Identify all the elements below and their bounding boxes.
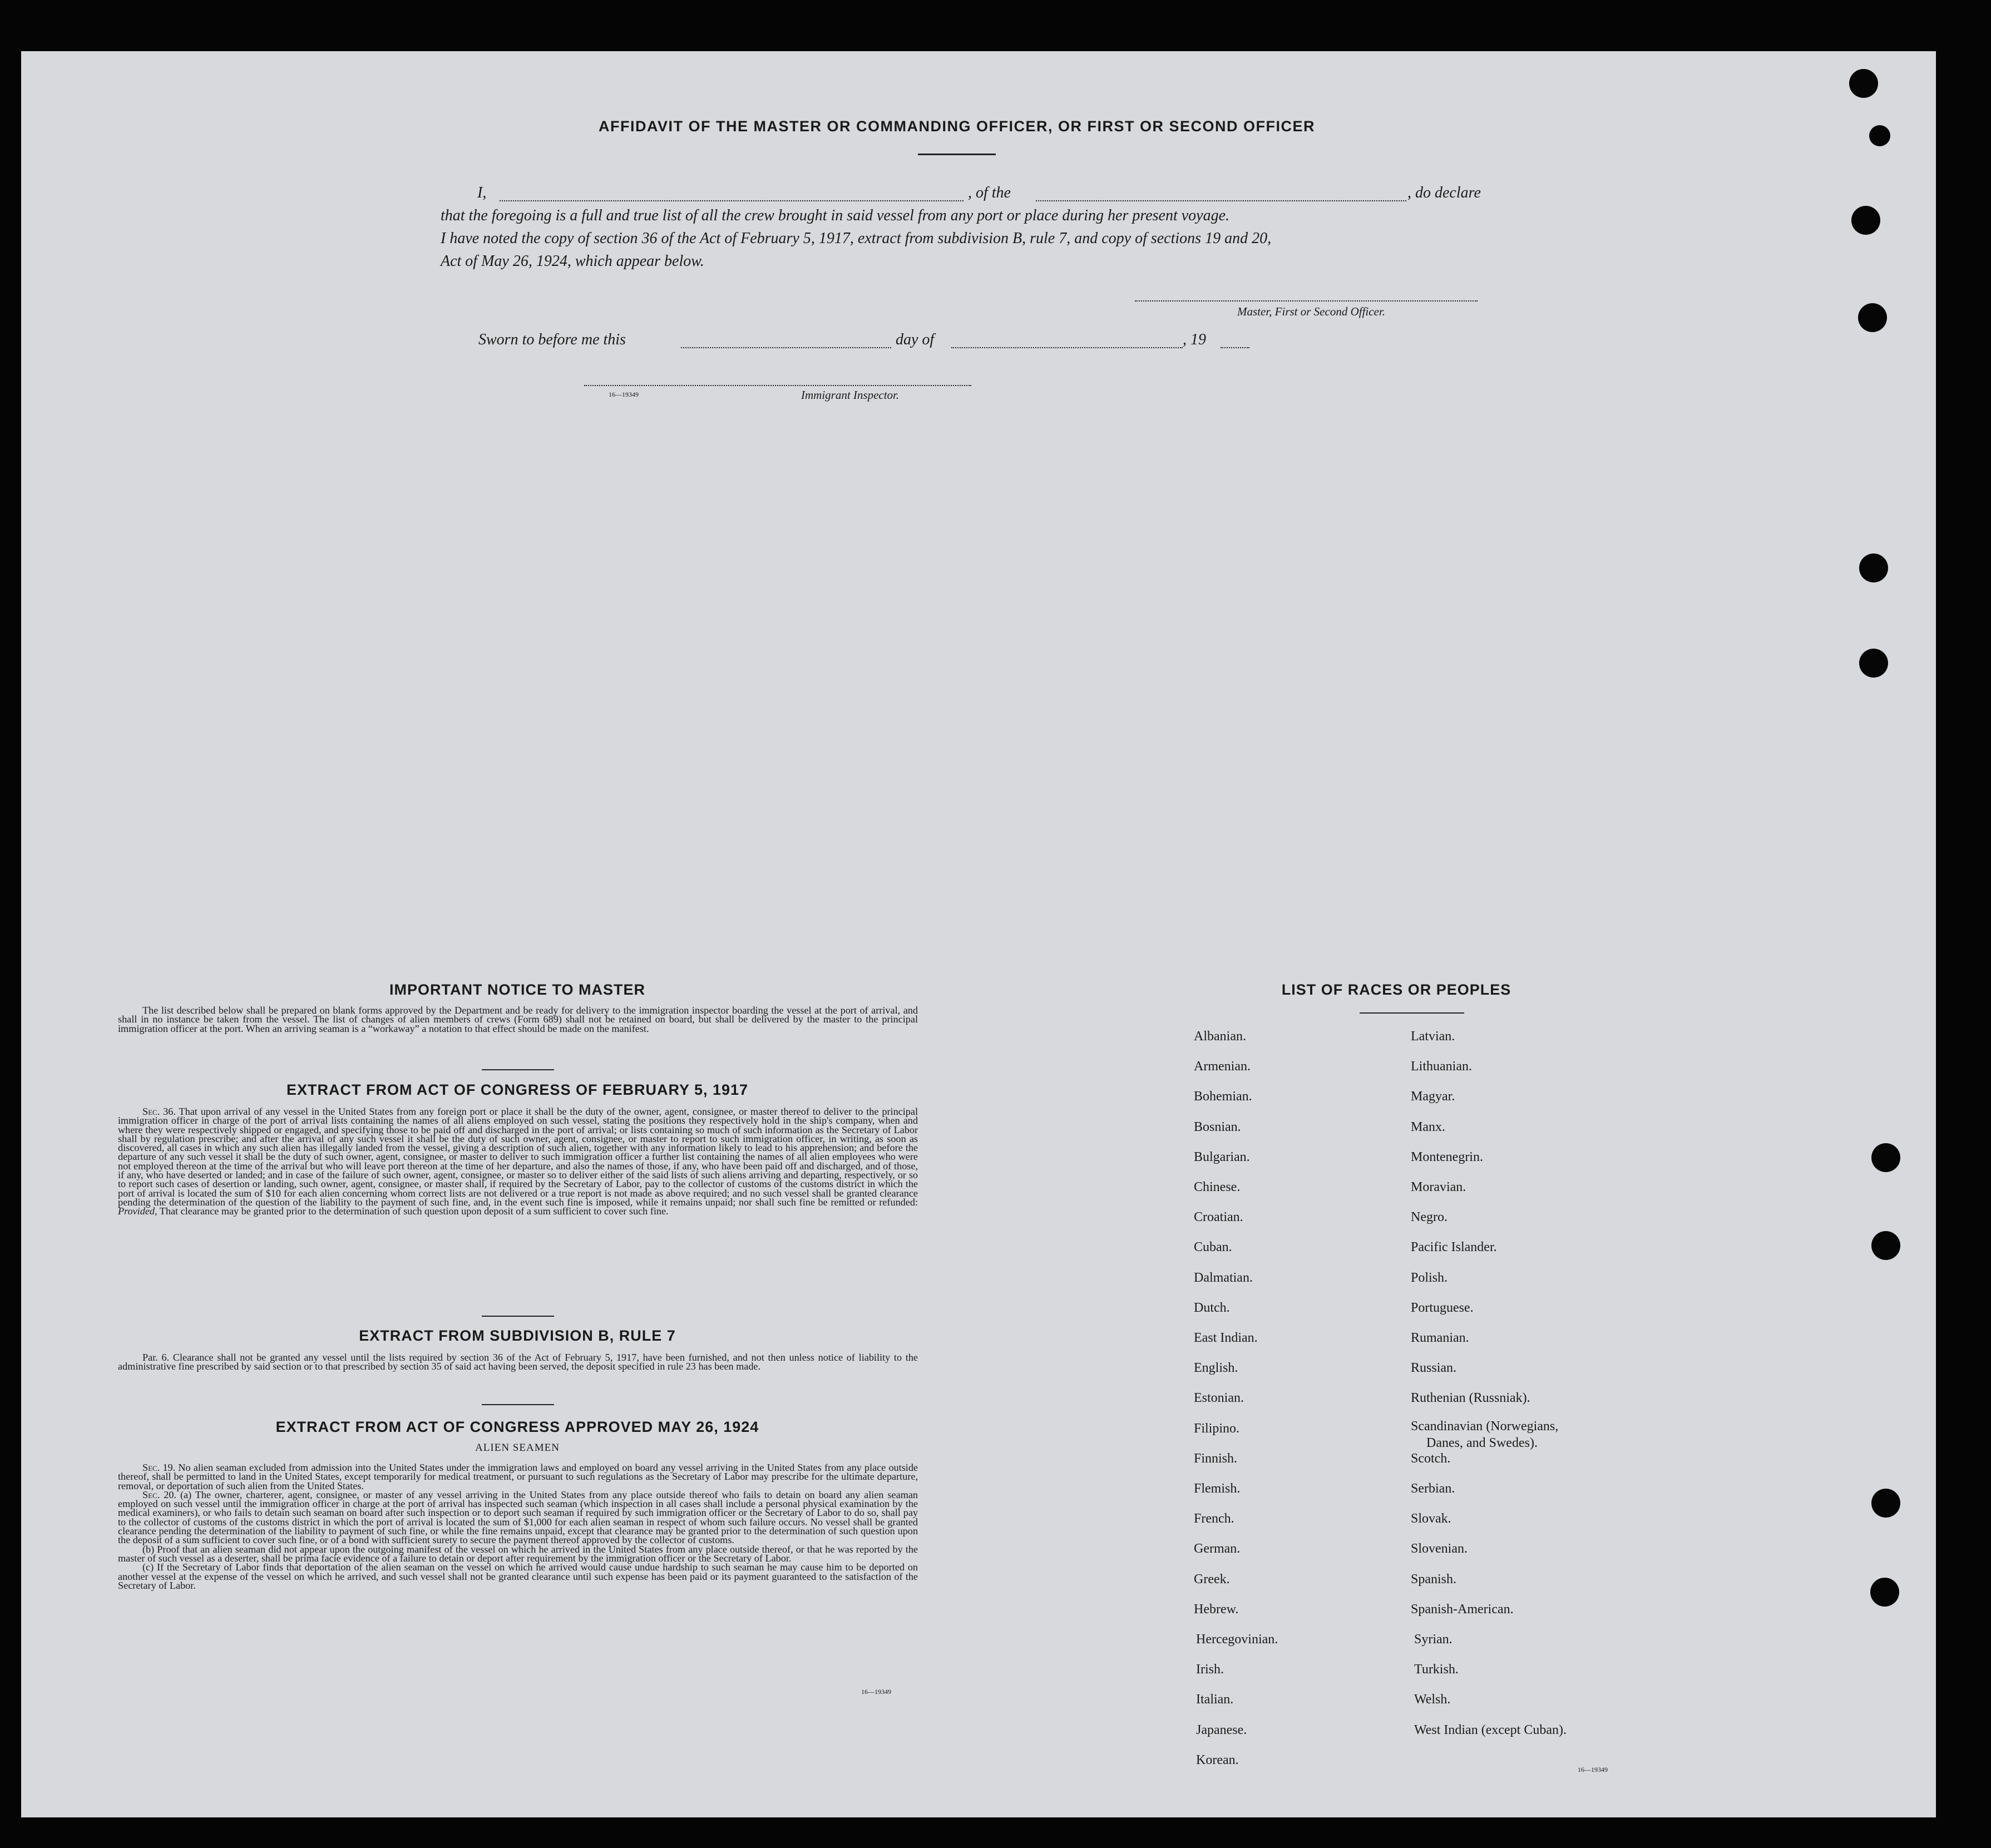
- affidavit-title: AFFIDAVIT OF THE MASTER OR COMMANDING OFFICER, OR FIRST OR SECOND OFFICER: [599, 118, 1315, 135]
- race-entry: Armenian.: [1194, 1059, 1251, 1074]
- race-entry: Albanian.: [1194, 1029, 1246, 1044]
- race-entry: Bulgarian.: [1194, 1149, 1250, 1164]
- race-entry: Magyar.: [1411, 1089, 1455, 1104]
- sworn-year-line[interactable]: [1221, 347, 1249, 348]
- race-entry: Spanish.: [1411, 1572, 1457, 1587]
- race-entry: Dalmatian.: [1194, 1270, 1253, 1285]
- punch-hole: [1859, 649, 1888, 678]
- race-entry: Finnish.: [1194, 1451, 1238, 1466]
- declaration-line-2: that the foregoing is a full and true list of all the crew brought in said vessel from any port or place during her present voyage.: [441, 207, 1230, 224]
- form-number: 16—19349: [609, 391, 639, 398]
- race-entry: English.: [1194, 1361, 1238, 1376]
- declaration-line-3: I have noted the copy of section 36 of the Act of February 5, 1917, extract from subdivision B, rule 7, and copy of sections 19 and 20,: [441, 230, 1272, 247]
- race-entry: Rumanian.: [1411, 1331, 1469, 1345]
- race-entry: French.: [1194, 1511, 1234, 1526]
- race-entry: Irish.: [1196, 1662, 1224, 1677]
- alien-seamen-subtitle: ALIEN SEAMEN: [475, 1442, 560, 1454]
- race-entry: Korean.: [1196, 1752, 1239, 1767]
- race-entry: Dutch.: [1194, 1300, 1230, 1315]
- race-entry: West Indian (except Cuban).: [1414, 1722, 1567, 1737]
- race-entry: Moravian.: [1411, 1180, 1466, 1194]
- inspector-signature-line[interactable]: [584, 385, 971, 386]
- races-title: LIST OF RACES OR PEOPLES: [1281, 981, 1511, 998]
- sworn-day-line[interactable]: [681, 347, 891, 348]
- race-entry: Bosnian.: [1194, 1119, 1241, 1134]
- punch-hole: [1870, 1578, 1899, 1607]
- race-entry: Negro.: [1411, 1210, 1447, 1225]
- declaration-line-4: Act of May 26, 1924, which appear below.: [441, 253, 704, 270]
- race-entry: Filipino.: [1194, 1421, 1240, 1436]
- race-entry: Greek.: [1194, 1572, 1230, 1587]
- race-entry: Polish.: [1411, 1270, 1448, 1285]
- race-entry: Pacific Islander.: [1411, 1240, 1497, 1255]
- form-number: 16—19349: [861, 1688, 891, 1696]
- extract-1924-title: EXTRACT FROM ACT OF CONGRESS APPROVED MAY 26, 1924: [275, 1419, 759, 1435]
- punch-hole: [1871, 1489, 1900, 1518]
- race-entry: Scandinavian (Norwegians,: [1411, 1419, 1559, 1434]
- race-entry: Scotch.: [1411, 1451, 1451, 1466]
- race-entry: Chinese.: [1194, 1180, 1241, 1194]
- of-the-label: , of the: [968, 184, 1011, 201]
- extract-1917-text: Sec. 36. That upon arrival of any vessel in the United States from any foreign port or place it shall be the duty of the owner, agent, consignee, or master thereof to deliver to the principal immigration officer in charge of the port of arrival lists containing the names of all aliens employed on such vessel, stating the positions they respectively hold in the ship's company, when and where they were respectively shipped or engaged, and specifying those to be paid off and discharged in the port of arrival; or lists containing so much of such information as the Secretary of Labor shall by regulation prescribe; and after the arrival of any such vessel it shall be the duty of such owner, agent, consignee, or master to report to such immigration officer, in writing, as soon as discovered, all cases in which any such alien has illegally landed from the vessel, giving a description of such alien, together with any information likely to lead to his apprehension; and before the departure of any such vessel it shall be the duty of such owner, agent, consignee, or master to deliver to such immigration officer a further list containing the names of all alien employees who were not employed thereon at the time of the arrival but who will leave port thereon at the time of her departure, and also the names of those, if any, who have been paid off and discharged, and of those, if any, who have deserted or landed; and in case of the failure of such owner, agent, consignee, or master so to deliver either of the said lists of such aliens arriving and departing, respectively, or so to report such cases of desertion or landing, such owner, agent, consignee, or master shall, if required by the Secretary of Labor, pay to the collector of customs of the customs district in which the port of arrival is located the sum of $10 for each alien concerning whom correct lists are not delivered or a true report is not made as above required; and no such vessel shall be granted clearance pending the determination of the question of the liability to the payment of such fine, and, in the event such fine is imposed, while it remains unpaid; nor shall such fine be remitted or refunded: Provided, That clearance may be granted prior to the determination of such question upon deposit of a sum sufficient to cover such fine.: [118, 1106, 918, 1217]
- race-entry: Ruthenian (Russniak).: [1411, 1391, 1530, 1406]
- signature-line[interactable]: [1135, 300, 1478, 302]
- race-entry: Turkish.: [1414, 1662, 1459, 1677]
- race-entry: Montenegrin.: [1411, 1149, 1483, 1164]
- race-entry: Hercegovinian.: [1196, 1632, 1278, 1647]
- punch-hole: [1849, 69, 1878, 98]
- divider: [482, 1404, 554, 1405]
- punch-hole: [1859, 554, 1888, 582]
- race-entry: Lithuanian.: [1411, 1059, 1472, 1074]
- divider: [918, 154, 996, 155]
- punch-hole: [1869, 125, 1890, 146]
- race-entry: Welsh.: [1414, 1692, 1451, 1707]
- signature-label: Master, First or Second Officer.: [1237, 305, 1385, 318]
- punch-hole: [1858, 303, 1887, 332]
- race-entry: German.: [1194, 1541, 1241, 1557]
- notice-title: IMPORTANT NOTICE TO MASTER: [389, 981, 645, 998]
- race-entry: Bohemian.: [1194, 1089, 1252, 1104]
- race-entry: Japanese.: [1196, 1722, 1247, 1737]
- extract-rule7-title: EXTRACT FROM SUBDIVISION B, RULE 7: [359, 1327, 676, 1344]
- divider: [482, 1069, 554, 1070]
- race-entry: Danes, and Swedes).: [1426, 1435, 1538, 1450]
- race-entry: Portuguese.: [1411, 1300, 1474, 1315]
- inspector-label: Immigrant Inspector.: [801, 388, 900, 402]
- race-entry: East Indian.: [1194, 1331, 1258, 1345]
- year-label: , 19: [1183, 331, 1206, 348]
- race-entry: Spanish-American.: [1411, 1602, 1514, 1617]
- form-number: 16—19349: [1578, 1766, 1608, 1773]
- race-entry: Croatian.: [1194, 1210, 1243, 1225]
- vessel-name-line[interactable]: [1036, 200, 1406, 201]
- punch-hole: [1851, 206, 1880, 235]
- race-entry: Manx.: [1411, 1119, 1445, 1134]
- race-entry: Cuban.: [1194, 1240, 1232, 1255]
- race-entry: Serbian.: [1411, 1481, 1455, 1496]
- divider: [1360, 1012, 1464, 1014]
- sworn-month-line[interactable]: [951, 347, 1183, 348]
- declarant-label: I,: [477, 184, 487, 201]
- day-of-label: day of: [896, 331, 935, 348]
- race-entry: Latvian.: [1411, 1029, 1455, 1044]
- race-entry: Italian.: [1196, 1692, 1234, 1707]
- notice-text: The list described below shall be prepared on blank forms approved by the Department and be ready for delivery to the immigration inspector boarding the vessel at the port of arrival, and shall in no instance be taken from the vessel. The list of changes of alien members of crews (Form 689) shall not be retained on board, but shall be delivered by the master to the principal immigration officer at the port. When an arriving seaman is a “workaway” a notation to that effect should be made on the manifest.: [118, 1005, 918, 1034]
- declarant-name-line[interactable]: [500, 200, 964, 201]
- punch-hole: [1871, 1143, 1900, 1172]
- race-entry: Russian.: [1411, 1361, 1457, 1376]
- do-declare-label: , do declare: [1407, 184, 1481, 201]
- race-entry: Slovak.: [1411, 1511, 1451, 1526]
- extract-1917-title: EXTRACT FROM ACT OF CONGRESS OF FEBRUARY 5, 1917: [286, 1081, 749, 1098]
- extract-1924-text: Sec. 19. No alien seaman excluded from admission into the United States under the immigration laws and employed on board any vessel arriving in the United States from any place outside thereof, shall be permitted to land in the United States, except temporarily for medical treatment, or pursuant to such regulations as the Secretary of Labor may prescribe for the ultimate departure, removal, or deportation of such alien from the United States. Sec. 20. (a) The owner, charterer, agent, consignee, or master of any vessel arriving in the United States from any place outside thereof who fails to detain on board any alien seaman employed on such vessel until the immigration officer in charge at the port of arrival has inspected such seaman (which inspection in all cases shall include a personal physical examination by the medical examiners), or who fails to detain such seaman on board after such inspection or to deport such seaman if required by such immigration officer or the Secretary of Labor to do so, shall pay to the collector of customs of the customs district in which the port of arrival is located the sum of $1,000 for each alien seaman in respect of whom such failure occurs. No vessel shall be granted clearance pending the determination of the liability to payment of such fine, or while the fine remains unpaid, except that clearance may be granted prior to the determination of such question upon the deposit of a sum sufficient to cover such fine, or of a bond with sufficient surety to secure the payment thereof approved by the collector of customs. (b) Proof that an alien seaman did not appear upon the outgoing manifest of the vessel on which he arrived in the United States from any place outside thereof, or that he was reported by the master of such vessel as a deserter, shall be prima facie evidence of a failure to detain or deport after requirement by the immigration officer or the Secretary of Labor. (c) If the Secretary of Labor finds that deportation of the alien seaman on the vessel on which he arrived would cause undue hardship to such seaman he may cause him to be deported on another vessel at the expense of the vessel on which he arrived, and such vessel shall not be granted clearance until such expense has been paid or its payment guaranteed to the satisfaction of the Secretary of Labor.: [118, 1462, 918, 1591]
- race-entry: Estonian.: [1194, 1391, 1244, 1406]
- race-entry: Hebrew.: [1194, 1602, 1239, 1617]
- punch-hole: [1871, 1231, 1900, 1260]
- race-entry: Flemish.: [1194, 1481, 1241, 1496]
- divider: [482, 1316, 554, 1317]
- race-entry: Syrian.: [1414, 1632, 1453, 1647]
- race-entry: Slovenian.: [1411, 1541, 1468, 1557]
- sworn-label: Sworn to before me this: [478, 331, 626, 348]
- extract-rule7-text: Par. 6. Clearance shall not be granted any vessel until the lists required by section 36 of the Act of February 5, 1917, have been furnished, and not then unless notice of liability to the administrative fine prescribed by said section or to that prescribed by section 35 of said act having been served, the deposit specified in rule 23 has been made.: [118, 1352, 918, 1372]
